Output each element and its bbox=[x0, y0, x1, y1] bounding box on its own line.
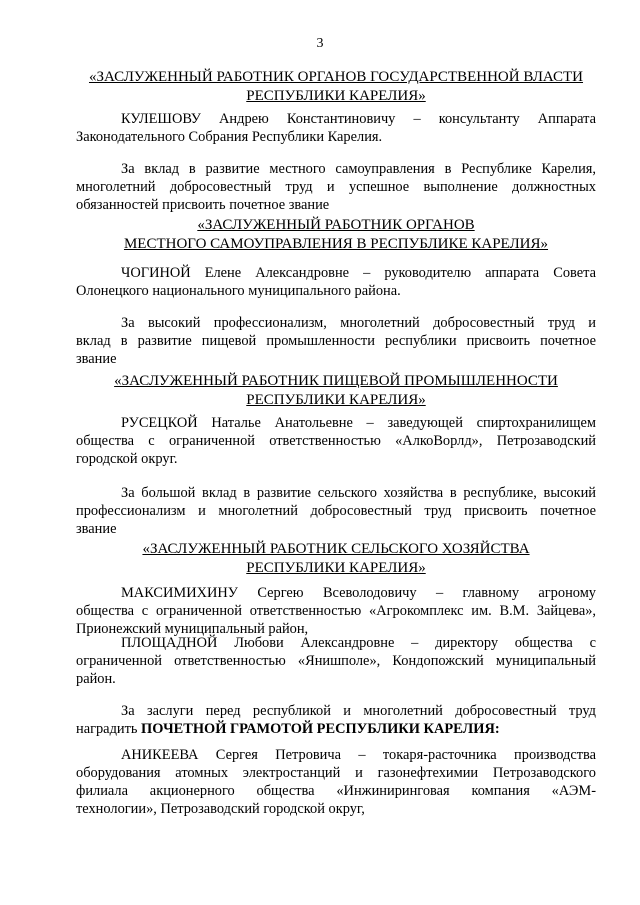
text-fragment: наградить bbox=[76, 721, 142, 737]
paragraph-line: КУЛЕШОВУ Андрею Константиновичу – консультанту Аппарата bbox=[121, 111, 596, 127]
page-number: 3 bbox=[316, 36, 324, 51]
award-recipient-kuleshov bbox=[76, 110, 596, 146]
paragraph-line: технологии», Петрозаводский городской округ, bbox=[76, 801, 365, 817]
paragraph-line: обязанностей присвоить почетное звание bbox=[76, 197, 330, 213]
honorary-diploma-title: ПОЧЕТНОЙ ГРАМОТОЙ РЕСПУБЛИКИ КАРЕЛИЯ: bbox=[141, 721, 500, 737]
paragraph-line: звание bbox=[76, 351, 117, 367]
award-title-agriculture bbox=[76, 540, 596, 578]
title-line: «ЗАСЛУЖЕННЫЙ РАБОТНИК ОРГАНОВ ГОСУДАРСТВЕННОЙ ВЛАСТИ bbox=[88, 69, 584, 85]
intro-agriculture bbox=[76, 484, 596, 538]
award-recipient-rusetskaya bbox=[76, 414, 596, 468]
paragraph-line: вклад в развитие пищевой промышленности республики присвоить почетное bbox=[76, 333, 596, 349]
paragraph-line: РУСЕЦКОЙ Наталье Анатольевне – заведующей спиртохранилищем bbox=[121, 415, 596, 431]
paragraph-line: профессионализм и многолетний добросовестный труд присвоить почетное bbox=[76, 503, 596, 519]
intro-honorary-diploma bbox=[76, 702, 596, 738]
paragraph-line: многолетний добросовестный труд и успешное выполнение должностных bbox=[76, 179, 596, 195]
paragraph-line: За большой вклад в развитие сельского хозяйства в республике, высокий bbox=[121, 485, 596, 501]
paragraph-line: АНИКЕЕВА Сергея Петровича – токаря-расточника производства bbox=[121, 747, 596, 763]
paragraph-line: район. bbox=[76, 671, 116, 687]
award-recipient-anikeev bbox=[76, 746, 596, 818]
paragraph-line: Олонецкого национального муниципального района. bbox=[76, 283, 401, 299]
award-recipient-ploshchadnaya bbox=[76, 634, 596, 688]
title-line: «ЗАСЛУЖЕННЫЙ РАБОТНИК ПИЩЕВОЙ ПРОМЫШЛЕННОСТИ bbox=[114, 373, 558, 389]
paragraph-line: Прионежский муниципальный район, bbox=[76, 621, 309, 637]
award-title-state-authorities bbox=[76, 68, 596, 106]
paragraph-line: За заслуги перед республикой и многолетний добросовестный труд bbox=[121, 703, 596, 719]
paragraph-line: ограниченной ответственностью «Янишполе», Кондопожский муниципальный bbox=[76, 653, 596, 669]
paragraph-line: За вклад в развитие местного самоуправления в Республике Карелия, bbox=[121, 161, 596, 177]
paragraph-line: городской округ. bbox=[76, 451, 178, 467]
award-title-food-industry bbox=[76, 372, 596, 410]
award-title-local-government bbox=[76, 216, 596, 254]
title-line: РЕСПУБЛИКИ КАРЕЛИЯ» bbox=[246, 560, 426, 576]
paragraph-line: звание bbox=[76, 521, 117, 537]
award-recipient-chogina bbox=[76, 264, 596, 300]
title-line: РЕСПУБЛИКИ КАРЕЛИЯ» bbox=[246, 88, 426, 104]
paragraph-line: МАКСИМИХИНУ Сергею Всеволодовичу – главному агроному bbox=[121, 585, 596, 601]
intro-food-industry bbox=[76, 314, 596, 368]
award-recipient-maksimikhin bbox=[76, 584, 596, 638]
paragraph-line: За высокий профессионализм, многолетний добросовестный труд и bbox=[121, 315, 596, 331]
title-line: РЕСПУБЛИКИ КАРЕЛИЯ» bbox=[246, 392, 426, 408]
title-line: «ЗАСЛУЖЕННЫЙ РАБОТНИК ОРГАНОВ bbox=[197, 217, 475, 233]
paragraph-line: филиала акционерного общества «Инжиниринговая компания «АЭМ- bbox=[76, 783, 596, 799]
paragraph-line bbox=[76, 720, 596, 738]
paragraph-line: общества с ограниченной ответственностью «Агрокомплекс им. В.М. Зайцева», bbox=[76, 603, 596, 619]
paragraph-line: общества с ограниченной ответственностью «АлкоВорлд», Петрозаводский bbox=[76, 433, 596, 449]
paragraph-line: оборудования атомных электростанций и газонефтехимии Петрозаводского bbox=[76, 765, 596, 781]
title-line: «ЗАСЛУЖЕННЫЙ РАБОТНИК СЕЛЬСКОГО ХОЗЯЙСТВА bbox=[142, 541, 530, 557]
paragraph-line: ЧОГИНОЙ Елене Александровне – руководителю аппарата Совета bbox=[121, 265, 596, 281]
intro-local-government bbox=[76, 160, 596, 214]
paragraph-line: Законодательного Собрания Республики Карелия. bbox=[76, 129, 383, 145]
paragraph-line: ПЛОЩАДНОЙ Любови Александровне – директору общества с bbox=[121, 635, 596, 651]
title-line: МЕСТНОГО САМОУПРАВЛЕНИЯ В РЕСПУБЛИКЕ КАРЕЛИЯ» bbox=[123, 236, 549, 252]
